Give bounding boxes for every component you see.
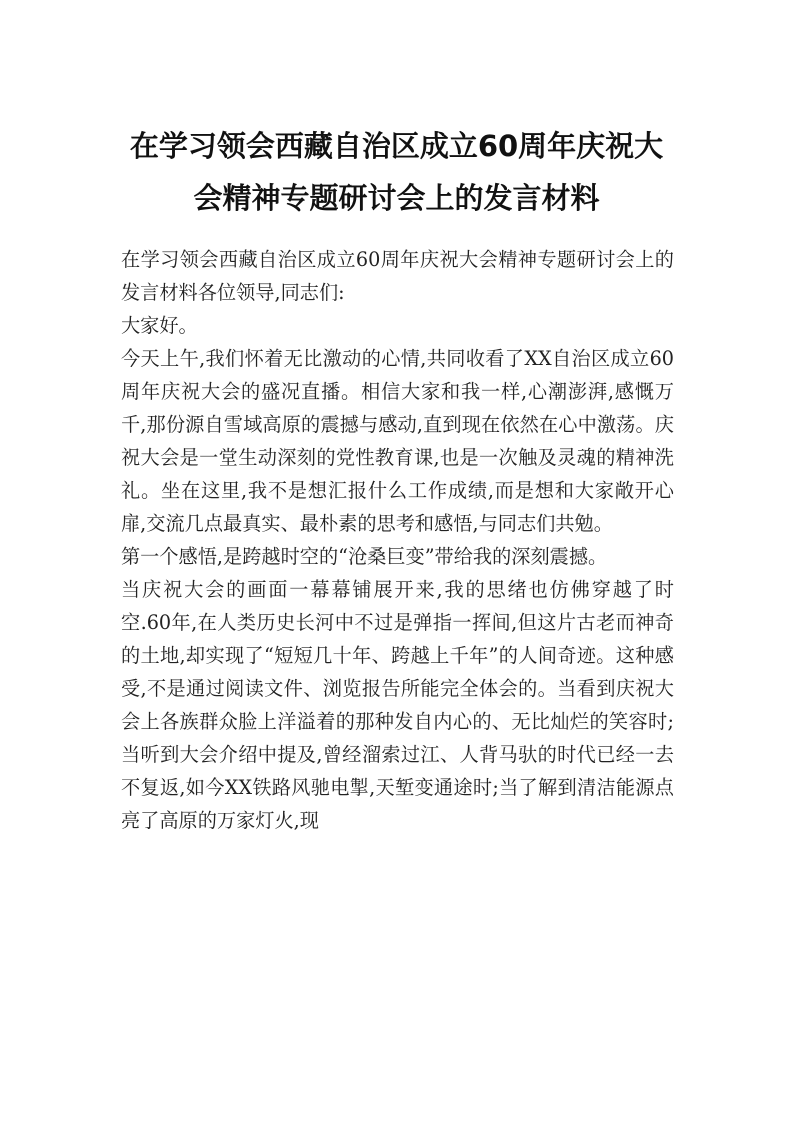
paragraph-heading-first-insight: 第一个感悟,是跨越时空的“沧桑巨变”带给我的深刻震撼。 — [121, 545, 608, 568]
title-line-1: 在学习领会西藏自治区成立60周年庆祝大 — [129, 129, 664, 163]
document-title — [110, 120, 683, 224]
paragraph-greeting: 大家好。 — [121, 314, 198, 337]
paragraph-opening: 在学习领会西藏自治区成立60周年庆祝大会精神专题研讨会上的发言材料各位领导,同志们: — [121, 248, 674, 304]
paragraph-intro: 今天上午,我们怀着无比激动的心情,共同收看了XX自治区成立60周年庆祝大会的盛况直播。相信大家和我一样,心潮澎湃,感慨万千,那份源自雪域高原的震撼与感动,直到现在依然在心中激荡。庆祝大会是一堂生动深刻的党性教育课,也是一次触及灵魂的精神洗礼。坐在这里,我不是想汇报什么工作成绩,而是想和大家敞开心扉,交流几点最真实、最朴素的思考和感悟,与同志们共勉。 — [121, 347, 674, 535]
title-line-2: 会精神专题研讨会上的发言材料 — [193, 181, 600, 215]
paragraph-first-insight-body: 当庆祝大会的画面一幕幕铺展开来,我的思绪也仿佛穿越了时空.60年,在人类历史长河中不过是弹指一挥间,但这片古老而神奇的土地,却实现了“短短几十年、跨越上千年”的人间奇迹。这种感受,不是通过阅读文件、浏览报告所能完全体会的。当看到庆祝大会上各族群众脸上洋溢着的那种发自内心的、无比灿烂的笑容时;当听到大会介绍中提及,曾经溜索过江、人背马驮的时代已经一去不复返,如今XX铁路风驰电掣,天堑变通途时;当了解到清洁能源点亮了高原的万家灯火,现 — [121, 578, 674, 832]
document-body — [121, 243, 674, 837]
